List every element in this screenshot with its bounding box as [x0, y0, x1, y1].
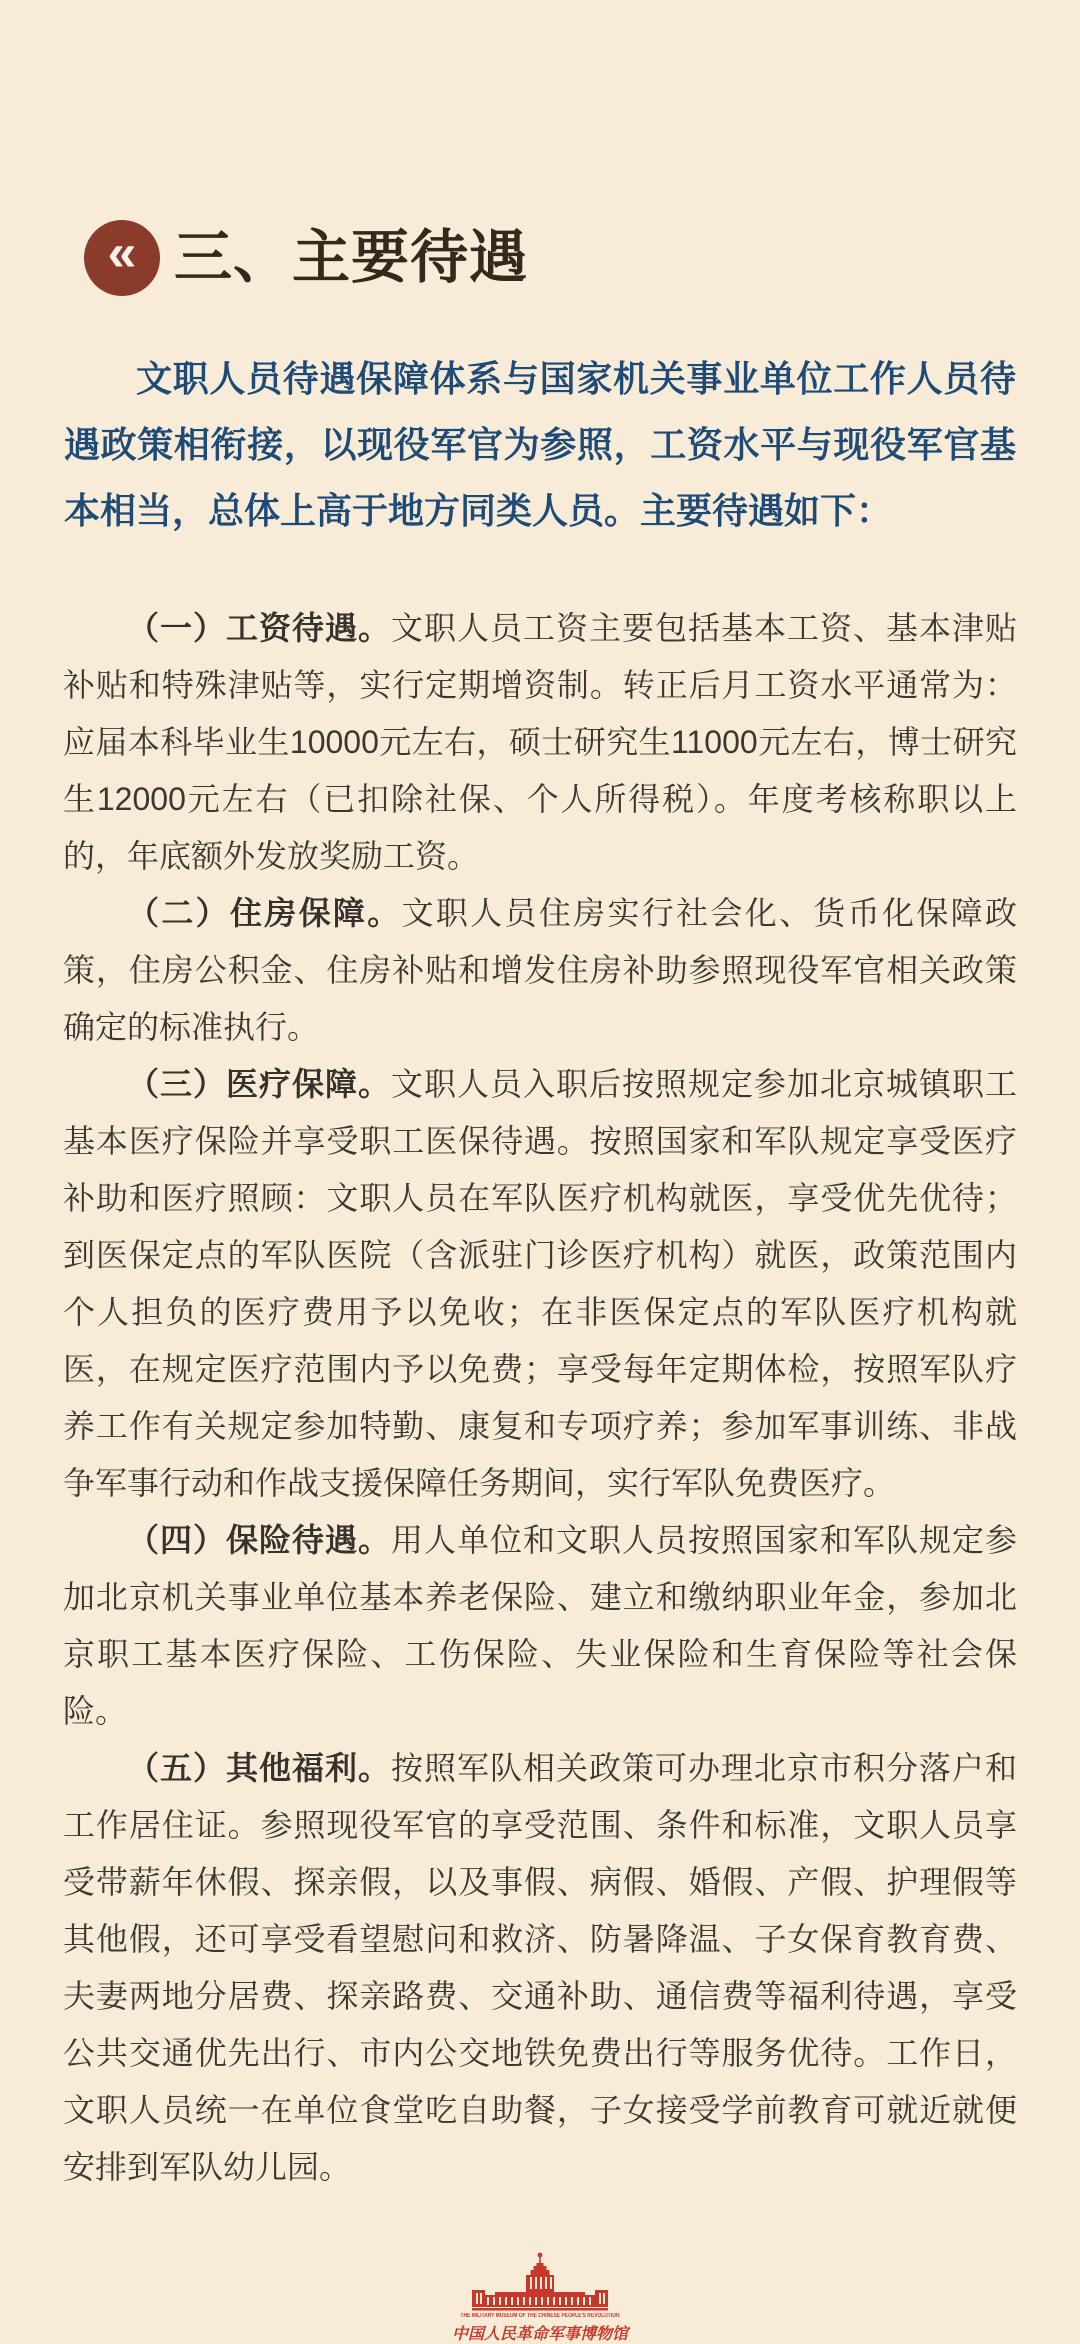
section-body: 文职人员工资主要包括基本工资、基本津贴补贴和特殊津贴等，实行定期增资制。转正后月工资水平通常为：应届本科毕业生10000元左右，硕士研究生11000元左右，博士研究生12000元左右（已扣除社保、个人所得税）。年度考核称职以上的，年底额外发放奖励工资。: [63, 610, 1017, 874]
section-label: （一）工资待遇。: [127, 610, 391, 646]
section-body: 按照军队相关政策可办理北京市积分落户和工作居住证。参照现役军官的享受范围、条件和标准，文职人员享受带薪年休假、探亲假，以及事假、病假、婚假、产假、护理假等其他假，还可享受看望慰问和救济、防暑降温、子女保育教育费、夫妻两地分居费、探亲路费、交通补助、通信费等福利待遇，享受公共交通优先出行、市内公交地铁免费出行等服务优待。工作日，文职人员统一在单位食堂吃自助餐，子女接受学前教育可就近就便安排到军队幼儿园。: [63, 1750, 1017, 2185]
museum-caption-english: THE MILITARY MUSEUM OF THE CHINESE PEOPLE'S REVOLUTION: [460, 2313, 620, 2319]
chevrons-badge: [84, 220, 160, 296]
paragraph-salary: [63, 600, 1017, 885]
section-header: [0, 0, 1080, 298]
paragraph-welfare: [63, 1740, 1017, 2196]
museum-building-icon: [465, 2252, 615, 2312]
section-label: （二）住房保障。: [127, 895, 402, 931]
paragraph-housing: [63, 885, 1017, 1056]
paragraph-medical: [63, 1056, 1017, 1512]
section-body: 文职人员入职后按照规定参加北京城镇职工基本医疗保险并享受职工医保待遇。按照国家和军队规定享受医疗补助和医疗照顾：文职人员在军队医疗机构就医，享受优先优待；到医保定点的军队医院（含派驻门诊医疗机构）就医，政策范围内个人担负的医疗费用予以免收；在非医保定点的军队医疗机构就医，在规定医疗范围内予以免费；享受每年定期体检，按照军队疗养工作有关规定参加特勤、康复和专项疗养；参加军事训练、非战争军事行动和作战支援保障任务期间，实行军队免费医疗。: [63, 1066, 1017, 1501]
page-footer: [0, 2252, 1080, 2344]
paragraph-insurance: [63, 1512, 1017, 1740]
article-body: [63, 600, 1017, 2196]
page-title: 三、主要待遇: [174, 225, 529, 290]
museum-logo: [443, 2252, 637, 2344]
intro-paragraph: 文职人员待遇保障体系与国家机关事业单位工作人员待遇政策相衔接，以现役军官为参照，工资水平与现役军官基本相当，总体上高于地方同类人员。主要待遇如下：: [64, 358, 1016, 531]
museum-caption-chinese: 中国人民革命军事博物馆: [451, 2324, 628, 2343]
section-body: 文职人员住房实行社会化、货币化保障政策，住房公积金、住房补贴和增发住房补助参照现役军官相关政策确定的标准执行。: [63, 895, 1017, 1045]
section-body: 用人单位和文职人员按照国家和军队规定参加北京机关事业单位基本养老保险、建立和缴纳职业年金，参加北京职工基本医疗保险、工伤保险、失业保险和生育保险等社会保险。: [63, 1522, 1017, 1729]
double-left-chevron-icon: «: [107, 224, 137, 282]
section-label: （三）医疗保障。: [127, 1066, 391, 1102]
section-label: （四）保险待遇。: [127, 1522, 391, 1558]
section-label: （五）其他福利。: [127, 1750, 391, 1786]
